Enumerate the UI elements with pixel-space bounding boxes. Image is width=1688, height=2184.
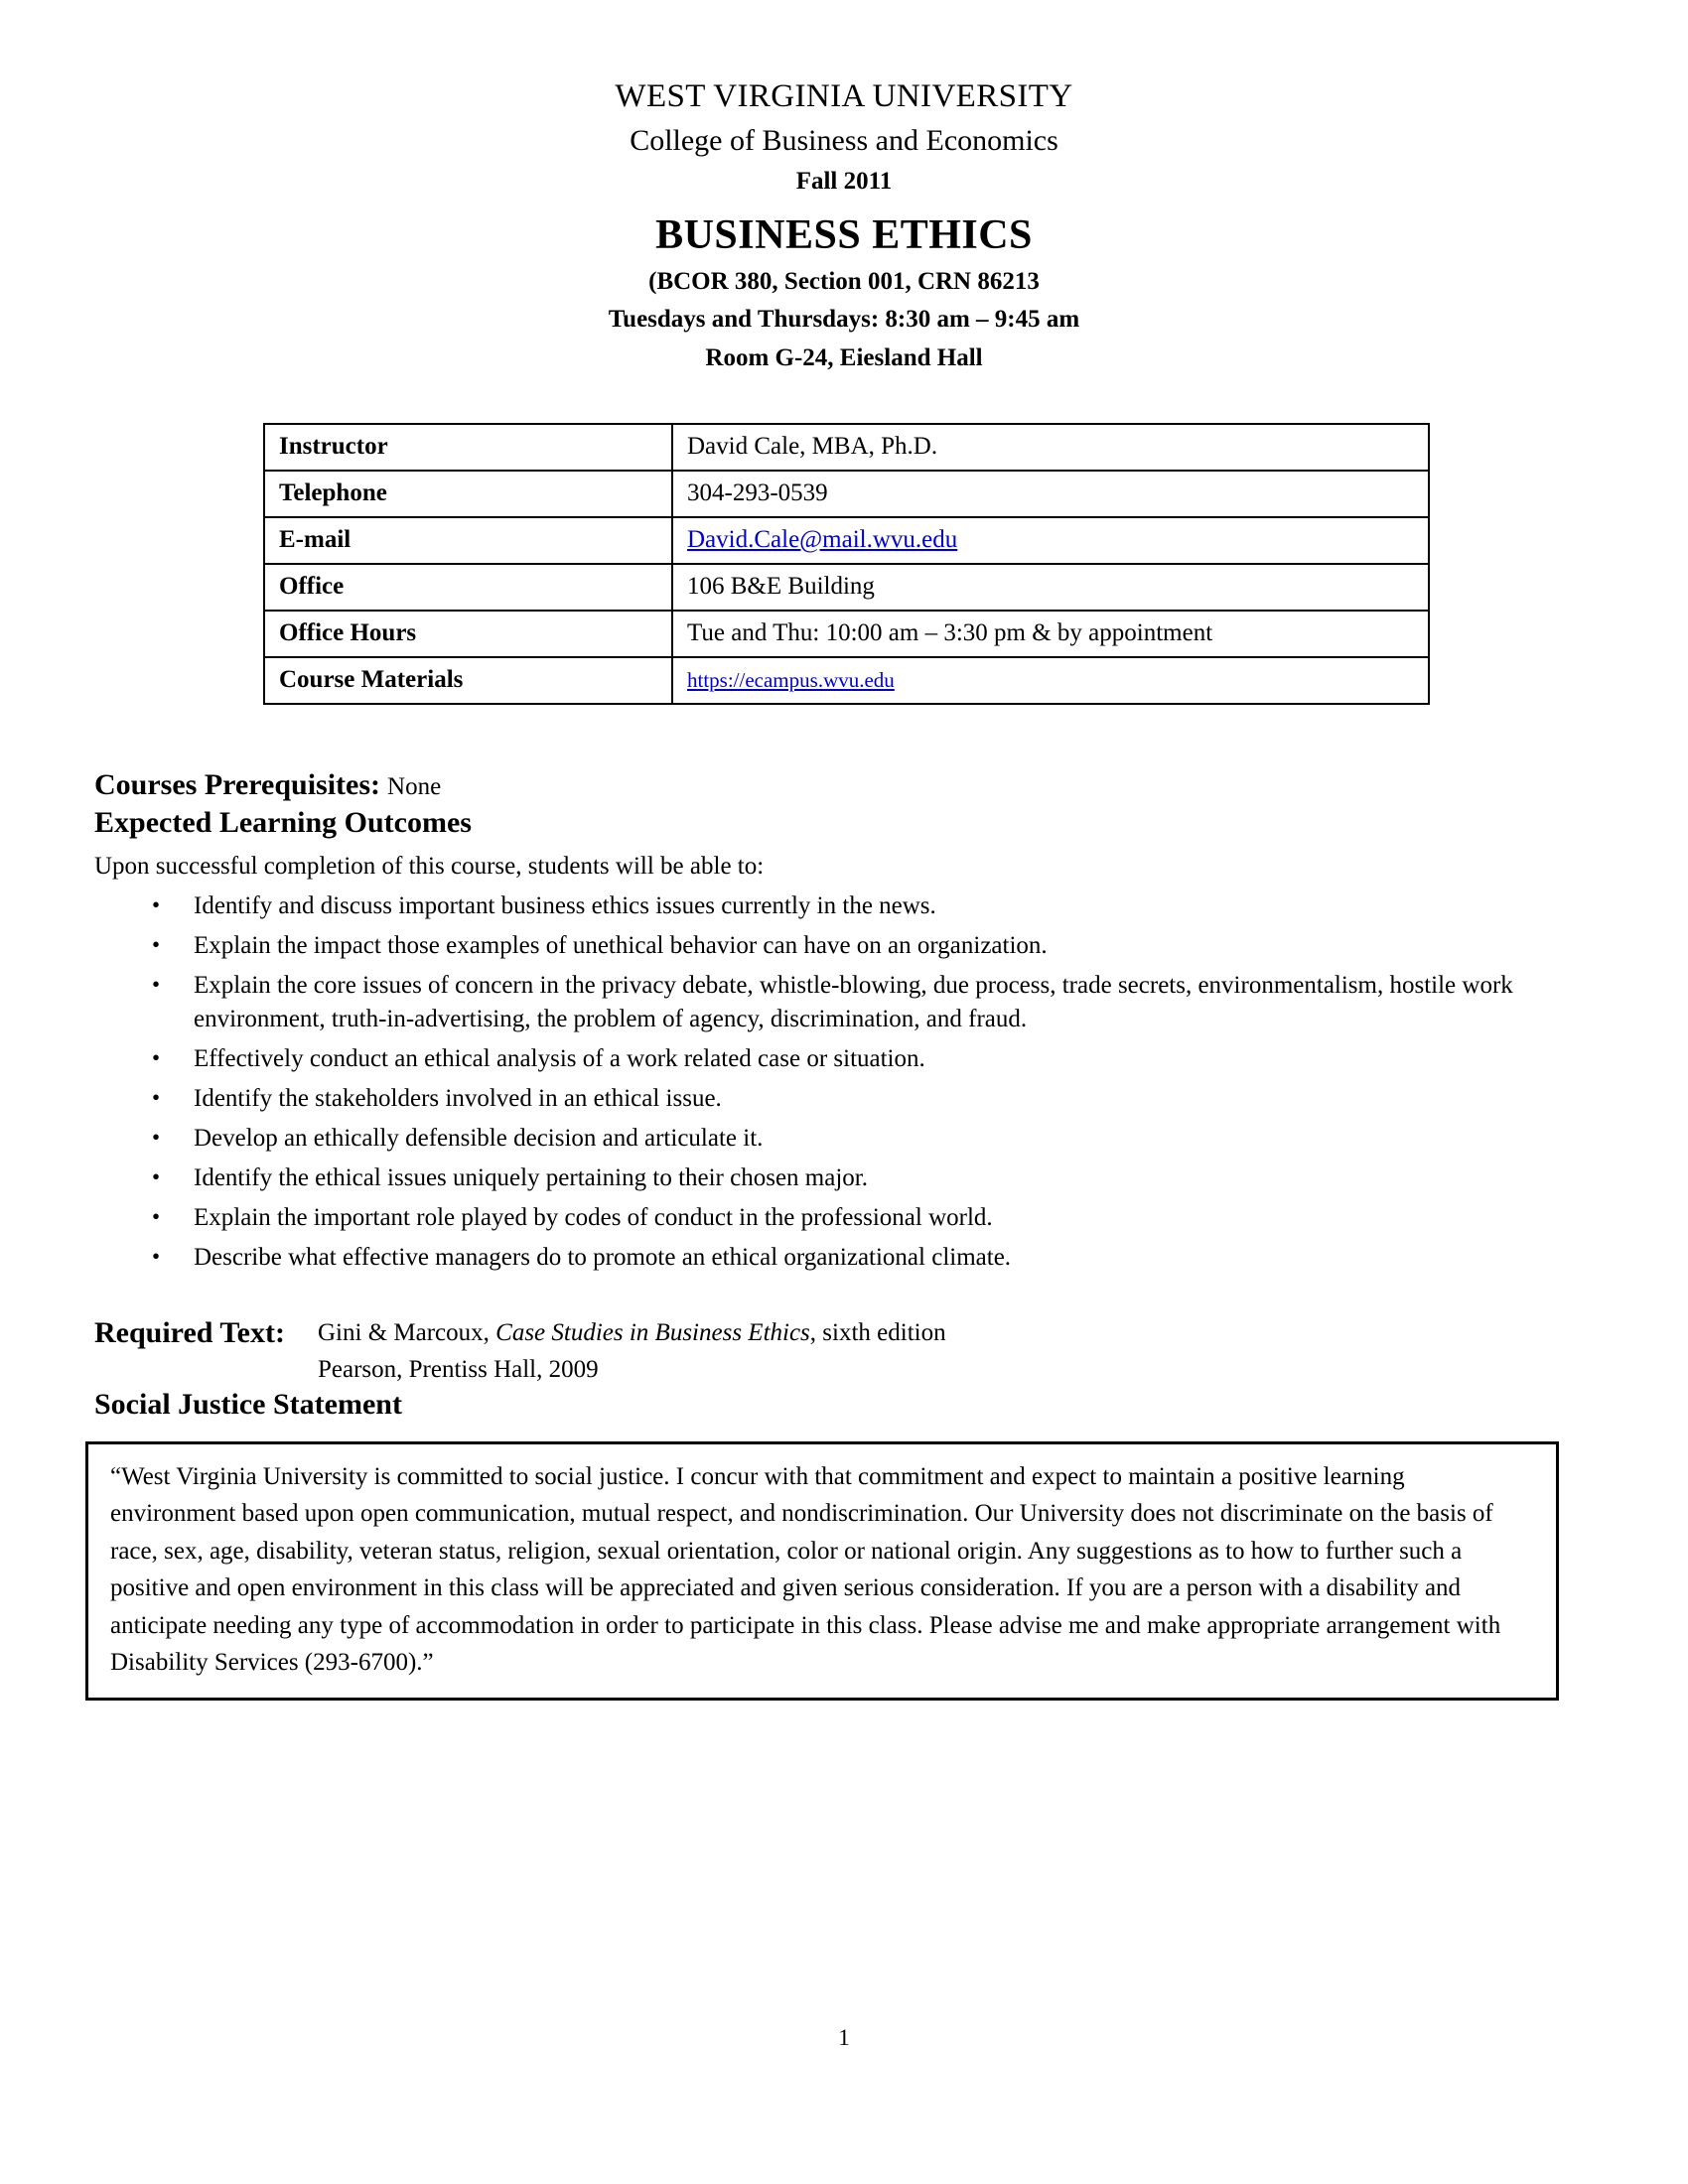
required-text-publisher: Pearson, Prentiss Hall, 2009 xyxy=(318,1355,599,1383)
list-item xyxy=(94,1042,1589,1076)
list-item-label: Develop an ethically defensible decision and articulate it. xyxy=(194,1124,764,1152)
bullet-icon: • xyxy=(152,1124,161,1150)
bullet-icon: • xyxy=(152,1084,161,1110)
learning-outcomes-heading: Expected Learning Outcomes xyxy=(94,805,472,839)
info-value-cell: 304-293-0539 xyxy=(672,471,1429,517)
list-item xyxy=(94,969,1589,1036)
social-justice-section xyxy=(0,1386,1688,1424)
bullet-icon: • xyxy=(152,971,161,997)
info-value-cell[interactable] xyxy=(672,517,1429,564)
social-justice-box xyxy=(85,1441,1559,1701)
info-value-cell[interactable] xyxy=(672,657,1429,704)
university-name: WEST VIRGINIA UNIVERSITY xyxy=(615,78,1073,114)
list-item xyxy=(94,1241,1589,1275)
bullet-icon: • xyxy=(152,891,161,917)
info-label-cell: Office Hours xyxy=(264,611,672,657)
email-link[interactable]: David.Cale@mail.wvu.edu xyxy=(687,525,958,553)
required-text-citation xyxy=(318,1316,1589,1349)
college-name: College of Business and Economics xyxy=(630,123,1058,157)
bullet-icon: • xyxy=(152,1243,161,1269)
required-text-edition: , sixth edition xyxy=(809,1318,946,1346)
info-value-cell: 106 B&E Building xyxy=(672,564,1429,611)
info-label-cell: Telephone xyxy=(264,471,672,517)
list-item-label: Describe what effective managers do to promote an ethical organizational climate. xyxy=(194,1243,1012,1271)
table-row xyxy=(264,657,1429,704)
list-item xyxy=(94,929,1589,963)
required-text-title: Case Studies in Business Ethics xyxy=(495,1318,810,1346)
document-header xyxy=(0,0,1688,375)
list-item xyxy=(94,1082,1589,1116)
learning-outcomes-section xyxy=(0,804,1688,1275)
social-justice-heading: Social Justice Statement xyxy=(94,1388,402,1422)
info-label-cell: E-mail xyxy=(264,517,672,564)
prerequisites-section xyxy=(0,766,1688,804)
list-item-label: Explain the impact those examples of unethical behavior can have on an organization. xyxy=(194,931,1048,959)
bullet-icon: • xyxy=(152,1203,161,1229)
info-label-cell: Office xyxy=(264,564,672,611)
list-item xyxy=(94,1201,1589,1235)
info-label-cell: Instructor xyxy=(264,424,672,471)
required-text-body xyxy=(318,1316,1589,1387)
instructor-info-table-wrapper xyxy=(0,423,1688,705)
table-row xyxy=(264,611,1429,657)
social-justice-text: “West Virginia University is committed to social justice. I concur with that commitment and expect to maintain a positive learning environment based upon open communication, mutual respect, and nondiscrimination. Our University does not discriminate on the basis of race, sex, age, disability, veteran status, religion, sexual orientation, color or national origin. Any suggestions as to how to further such a positive and open environment in this class will be appreciated and given serious consideration. If you are a person with a disability and anticipate needing any type of accommodation in order to participate in this class. Please advise me and make appropriate arrangement with Disability Services (293-6700).” xyxy=(110,1462,1501,1677)
table-row xyxy=(264,517,1429,564)
info-value-cell: Tue and Thu: 10:00 am – 3:30 pm & by appointment xyxy=(672,611,1429,657)
required-text-label: Required Text: xyxy=(94,1315,285,1349)
list-item-label: Identify the stakeholders involved in an ethical issue. xyxy=(194,1084,722,1112)
list-item xyxy=(94,889,1589,923)
course-materials-link[interactable]: https://ecampus.wvu.edu xyxy=(687,667,895,692)
list-item-label: Explain the important role played by codes of conduct in the professional world. xyxy=(194,1203,993,1231)
list-item-label: Identify and discuss important business ethics issues currently in the news. xyxy=(194,891,936,919)
list-item-label: Explain the core issues of concern in the privacy debate, whistle-blowing, due process, trade secrets, environmentalism, hostile work environment, truth-in-advertising, the problem of agency, discrimination, and fraud. xyxy=(194,971,1513,1032)
bullet-icon: • xyxy=(152,1044,161,1070)
list-item-label: Identify the ethical issues uniquely pertaining to their chosen major. xyxy=(194,1163,868,1191)
course-room: Room G-24, Eiesland Hall xyxy=(705,343,983,371)
instructor-info-table xyxy=(263,423,1430,705)
term-label: Fall 2011 xyxy=(795,167,893,195)
course-title: BUSINESS ETHICS xyxy=(655,212,1033,259)
prerequisites-label: Courses Prerequisites: xyxy=(94,768,381,802)
prerequisites-value: None xyxy=(387,773,442,801)
bullet-icon: • xyxy=(152,931,161,957)
required-text-section xyxy=(0,1316,1688,1387)
required-text-authors: Gini & Marcoux, xyxy=(318,1318,496,1346)
table-row xyxy=(264,564,1429,611)
list-item xyxy=(94,1161,1589,1195)
bullet-icon: • xyxy=(152,1163,161,1189)
list-item xyxy=(94,1122,1589,1156)
info-value-cell: David Cale, MBA, Ph.D. xyxy=(672,424,1429,471)
course-meeting-times: Tuesdays and Thursdays: 8:30 am – 9:45 am xyxy=(608,306,1080,334)
table-row xyxy=(264,471,1429,517)
table-row xyxy=(264,424,1429,471)
page-number: 1 xyxy=(838,2025,850,2050)
list-item-label: Effectively conduct an ethical analysis of a work related case or situation. xyxy=(194,1044,925,1072)
course-code: (BCOR 380, Section 001, CRN 86213 xyxy=(648,267,1040,295)
learning-outcomes-intro: Upon successful completion of this course, students will be able to: xyxy=(94,853,765,881)
info-label-cell: Course Materials xyxy=(264,657,672,704)
learning-outcomes-list xyxy=(94,889,1589,1275)
